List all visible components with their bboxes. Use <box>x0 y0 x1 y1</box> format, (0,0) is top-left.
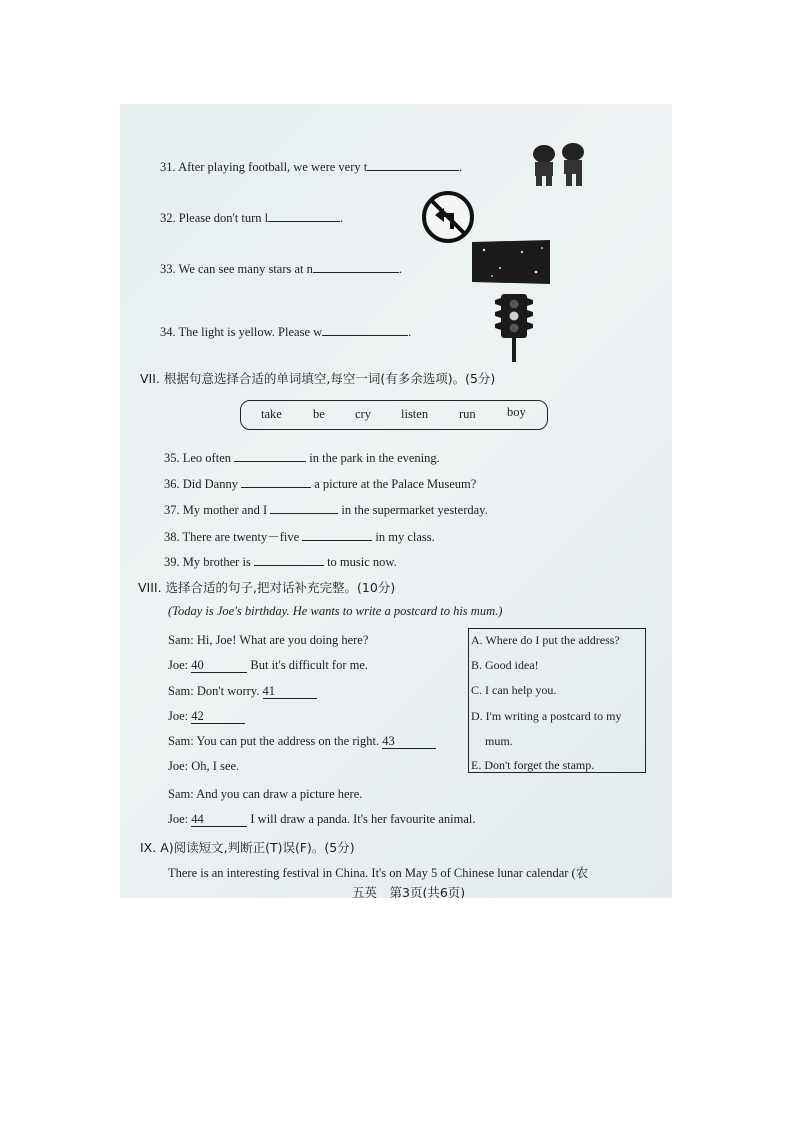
answer-blank[interactable] <box>270 501 338 514</box>
no-left-turn-sign-icon <box>420 189 476 245</box>
question-number: 32. <box>160 211 176 225</box>
options-box <box>468 628 646 773</box>
question-38: 38. There are twenty－five in my class. <box>164 530 435 544</box>
option-a: A. Where do I put the address? <box>471 633 620 647</box>
traffic-light-icon <box>492 292 538 364</box>
night-sky-picture <box>470 238 552 286</box>
word-bank <box>240 400 548 430</box>
section-8-heading: VIII. 选择合适的句子,把对话补充完整。(10分) <box>138 580 396 595</box>
answer-blank[interactable] <box>313 260 399 273</box>
answer-blank[interactable] <box>241 475 311 488</box>
exam-page <box>120 104 672 898</box>
dialog-line: Joe: 42 <box>168 709 245 724</box>
dialog-line: Sam: You can put the address on the right. 43 <box>168 734 436 749</box>
word-bank-item: take <box>261 407 282 421</box>
question-text: Please don't turn l <box>178 211 269 225</box>
question-text: We can see many stars at n <box>178 262 313 276</box>
dialog-line: Sam: Hi, Joe! What are you doing here? <box>168 633 369 647</box>
question-39: 39. My brother is to music now. <box>164 555 397 569</box>
answer-blank[interactable] <box>234 449 306 462</box>
word-bank-item: cry <box>355 407 371 421</box>
question-text: After playing football, we were very t <box>178 160 368 174</box>
question-number: 33. <box>160 262 176 276</box>
question-text: The light is yellow. Please w <box>178 325 323 339</box>
option-c: C. I can help you. <box>471 683 557 697</box>
question-33: 33. We can see many stars at n . <box>160 262 403 276</box>
dialog-line: Joe: Oh, I see. <box>168 759 240 773</box>
tired-kids-picture <box>526 140 596 190</box>
word-bank-item: boy <box>507 405 526 419</box>
answer-blank[interactable] <box>322 323 408 336</box>
word-bank-item: listen <box>401 407 429 421</box>
answer-blank[interactable] <box>367 158 459 171</box>
question-34: 34. The light is yellow. Please w . <box>160 325 412 339</box>
answer-blank[interactable] <box>302 528 372 541</box>
dialog-line: Sam: And you can draw a picture here. <box>168 787 363 801</box>
question-number: 31. <box>160 160 176 174</box>
answer-blank[interactable] <box>268 209 340 222</box>
page-footer: 五英 第3页(共6页) <box>352 885 466 898</box>
dialog-line: Joe: 40 But it's difficult for me. <box>168 658 369 672</box>
question-32: 32. Please don't turn l . <box>160 211 344 225</box>
question-36: 36. Did Danny a picture at the Palace Museum? <box>164 477 477 491</box>
word-bank-item: be <box>313 407 325 421</box>
dialog-line: Sam: Don't worry. 41 <box>168 684 317 699</box>
dialog-line: Joe: 44 I will draw a panda. It's her favourite animal. <box>168 812 476 826</box>
answer-blank-44[interactable]: 44 <box>191 812 247 827</box>
answer-blank-41[interactable]: 41 <box>263 684 317 699</box>
answer-blank-42[interactable]: 42 <box>191 709 245 724</box>
question-number: 34. <box>160 325 176 339</box>
question-35: 35. Leo often in the park in the evening. <box>164 451 440 465</box>
option-e: E. Don't forget the stamp. <box>471 758 595 772</box>
answer-blank[interactable] <box>254 553 324 566</box>
option-d: D. I'm writing a postcard to my <box>471 709 622 723</box>
question-37: 37. My mother and I in the supermarket yesterday. <box>164 503 488 517</box>
word-bank-item: run <box>459 407 476 421</box>
question-31: 31. After playing football, we were very t . <box>160 160 463 174</box>
option-d-continued: mum. <box>485 734 513 748</box>
dialog-context: (Today is Joe's birthday. He wants to write a postcard to his mum.) <box>168 604 503 618</box>
section-7-heading: VII. 根据句意选择合适的单词填空,每空一词(有多余选项)。(5分) <box>140 371 496 386</box>
passage-line: There is an interesting festival in China. It's on May 5 of Chinese lunar calendar (农 <box>168 866 589 880</box>
answer-blank-43[interactable]: 43 <box>382 734 436 749</box>
answer-blank-40[interactable]: 40 <box>191 658 247 673</box>
option-b: B. Good idea! <box>471 658 539 672</box>
section-9-heading: IX. A)阅读短文,判断正(T)误(F)。(5分) <box>140 840 355 855</box>
